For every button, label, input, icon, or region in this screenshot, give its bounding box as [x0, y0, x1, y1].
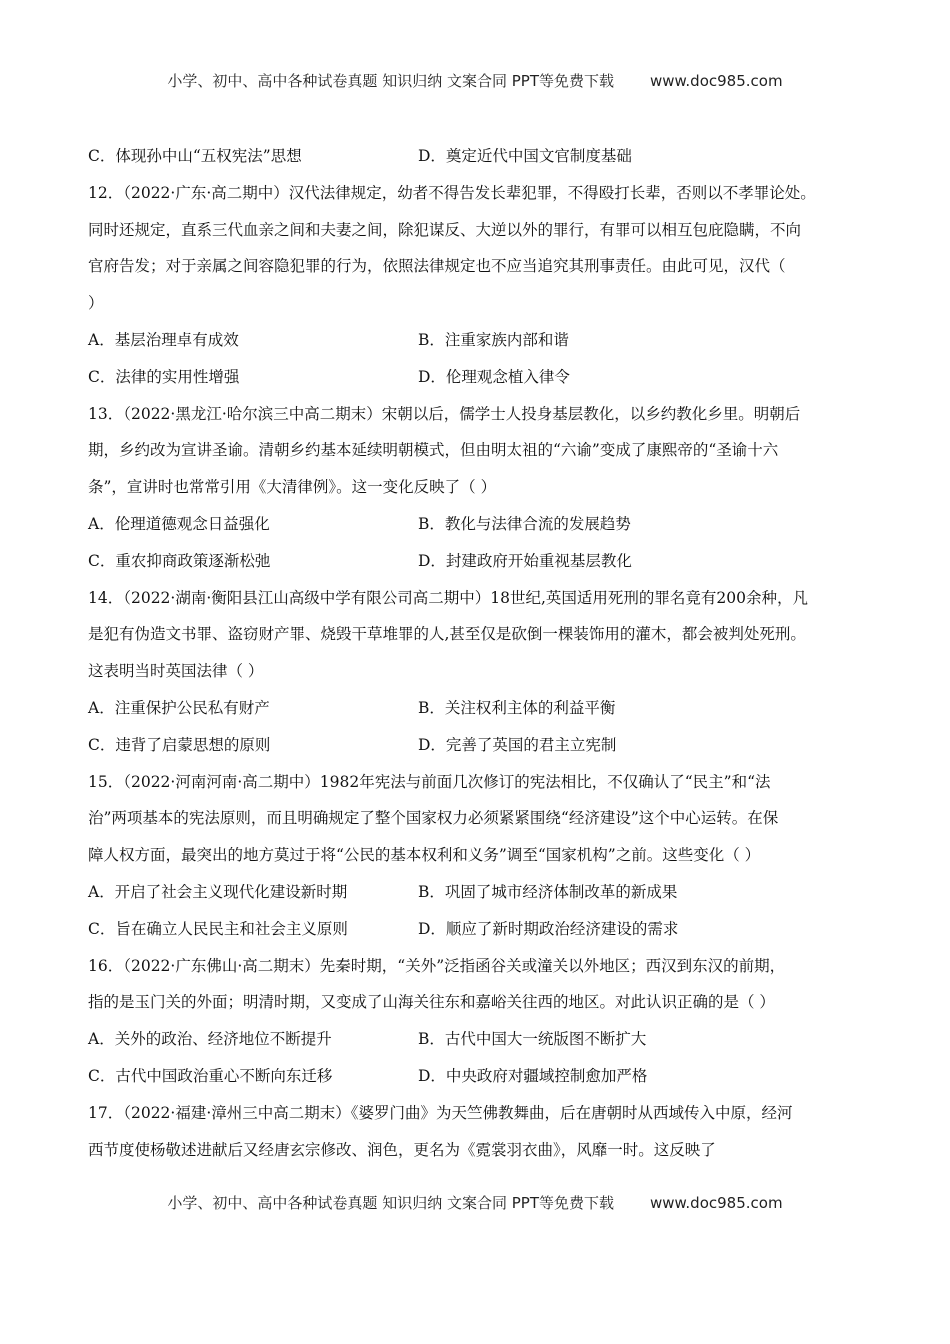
question-stem-line: 条”，宣讲时也常常引用《大清律例》。这一变化反映了（ ） [88, 478, 497, 497]
option-c: C．古代中国政治重心不断向东迁移 [88, 1066, 333, 1085]
option-row [88, 513, 868, 550]
option-a: A．注重保护公民私有财产 [88, 698, 270, 717]
question-stem-line: 官府告发；对于亲属之间容隐犯罪的行为，依照法律规定也不应当追究其刑事责任。由此可见，汉代（ [88, 257, 786, 276]
question-stem-line: 16．（2022·广东佛山·高二期末）先秦时期，“关外”泛指函谷关或潼关以外地区；西汉到东汉的前期， [88, 956, 786, 975]
option-b: B．巩固了城市经济体制改革的新成果 [418, 882, 678, 901]
option-row [88, 145, 868, 182]
option-d: D．中央政府对疆域控制愈加严格 [418, 1066, 648, 1085]
banner-text: 小学、初中、高中各种试卷真题 知识归纳 文案合同 PPT等免费下载 [167, 1194, 614, 1212]
option-row [88, 881, 868, 918]
question-15 [88, 771, 868, 955]
option-c: C．体现孙中山“五权宪法”思想 [88, 147, 302, 165]
option-b: B．关注权利主体的利益平衡 [418, 698, 616, 717]
option-c: C．法律的实用性增强 [88, 367, 240, 386]
option-row [88, 366, 868, 403]
option-row [88, 1028, 868, 1065]
banner-site: www.doc985.com [649, 72, 783, 90]
option-d: D．完善了英国的君主立宪制 [418, 735, 617, 754]
question-stem-line: ） [88, 294, 104, 313]
question-stem-line: 这表明当时英国法律（ ） [88, 662, 264, 681]
option-d: D．伦理观念植入律令 [418, 367, 570, 386]
option-b: B．古代中国大一统版图不断扩大 [418, 1030, 647, 1049]
option-row [88, 550, 868, 587]
question-13 [88, 403, 868, 587]
question-stem-line: 西节度使杨敬述进献后又经唐玄宗修改、润色，更名为《霓裳羽衣曲》，风靡一时。这反映了 [88, 1140, 716, 1159]
question-stem-line: 15．（2022·河南河南·高二期中）1982年宪法与前面几次修订的宪法相比，不仅确认了“民主”和“法 [88, 772, 771, 791]
question-stem-line: 12．（2022·广东·高二期中）汉代法律规定，幼者不得告发长辈犯罪，不得殴打长辈，否则以不孝罪论处。 [88, 183, 816, 202]
option-c: C．旨在确立人民民主和社会主义原则 [88, 919, 348, 938]
banner-text: 小学、初中、高中各种试卷真题 知识归纳 文案合同 PPT等免费下载 [167, 72, 614, 90]
option-row [88, 1065, 868, 1102]
question-content [88, 145, 868, 1175]
question-stem-line: 期，乡约改为宣讲圣谕。清朝乡约基本延续明朝模式，但由明太祖的“六谕”变成了康熙帝的“圣谕十六 [88, 441, 779, 460]
option-a: A．基层治理卓有成效 [88, 330, 239, 349]
option-row [88, 734, 868, 771]
question-stem-line: 是犯有伪造文书罪、盗窃财产罪、烧毁干草堆罪的人,甚至仅是砍倒一棵装饰用的灌木，都会被判处死刑。 [88, 625, 806, 644]
option-row [88, 697, 868, 734]
option-b: B．注重家族内部和谐 [418, 330, 569, 349]
option-a: A．关外的政治、经济地位不断提升 [88, 1030, 332, 1049]
option-d: D．顺应了新时期政治经济建设的需求 [418, 919, 679, 938]
question-stem-line: 13．（2022·黑龙江·哈尔滨三中高二期末）宋朝以后，儒学士人投身基层教化，以乡约教化乡里。明朝后 [88, 404, 801, 423]
question-12 [88, 182, 868, 403]
question-stem-line: 治”两项基本的宪法原则，而且明确规定了整个国家权力必须紧紧围绕“经济建设”这个中心运转。在保 [88, 809, 779, 828]
option-a: A．伦理道德观念日益强化 [88, 514, 270, 533]
question-stem-line: 指的是玉门关的外面；明清时期，又变成了山海关往东和嘉峪关往西的地区。对此认识正确的是（ ） [88, 993, 775, 1012]
question-stem-line: 17．（2022·福建·漳州三中高二期末）《婆罗门曲》为天竺佛教舞曲，后在唐朝时从西域传入中原，经河 [88, 1103, 793, 1122]
question-16 [88, 955, 868, 1102]
question-stem-line: 同时还规定，直系三代血亲之间和夫妻之间，除犯谋反、大逆以外的罪行，有罪可以相互包庇隐瞒，不向 [88, 220, 802, 239]
option-a: A．开启了社会主义现代化建设新时期 [88, 882, 348, 901]
option-c: C．违背了启蒙思想的原则 [88, 735, 271, 754]
option-d: D．奠定近代中国文官制度基础 [418, 147, 632, 165]
banner-site: www.doc985.com [649, 1194, 783, 1212]
option-row [88, 329, 868, 366]
question-stem-line: 14．（2022·湖南·衡阳县江山高级中学有限公司高二期中）18世纪,英国适用死刑的罪名竟有200余种，凡 [88, 588, 809, 607]
footer-banner [0, 1192, 950, 1213]
question-17 [88, 1102, 868, 1176]
option-b: B．教化与法律合流的发展趋势 [418, 514, 631, 533]
question-stem-line: 障人权方面，最突出的地方莫过于将“公民的基本权利和义务”调至“国家机构”之前。这些变化（ ） [88, 846, 761, 865]
question-14 [88, 587, 868, 771]
option-row [88, 918, 868, 955]
option-d: D．封建政府开始重视基层教化 [418, 551, 632, 570]
header-banner [0, 70, 950, 91]
option-c: C．重农抑商政策逐渐松弛 [88, 551, 271, 570]
